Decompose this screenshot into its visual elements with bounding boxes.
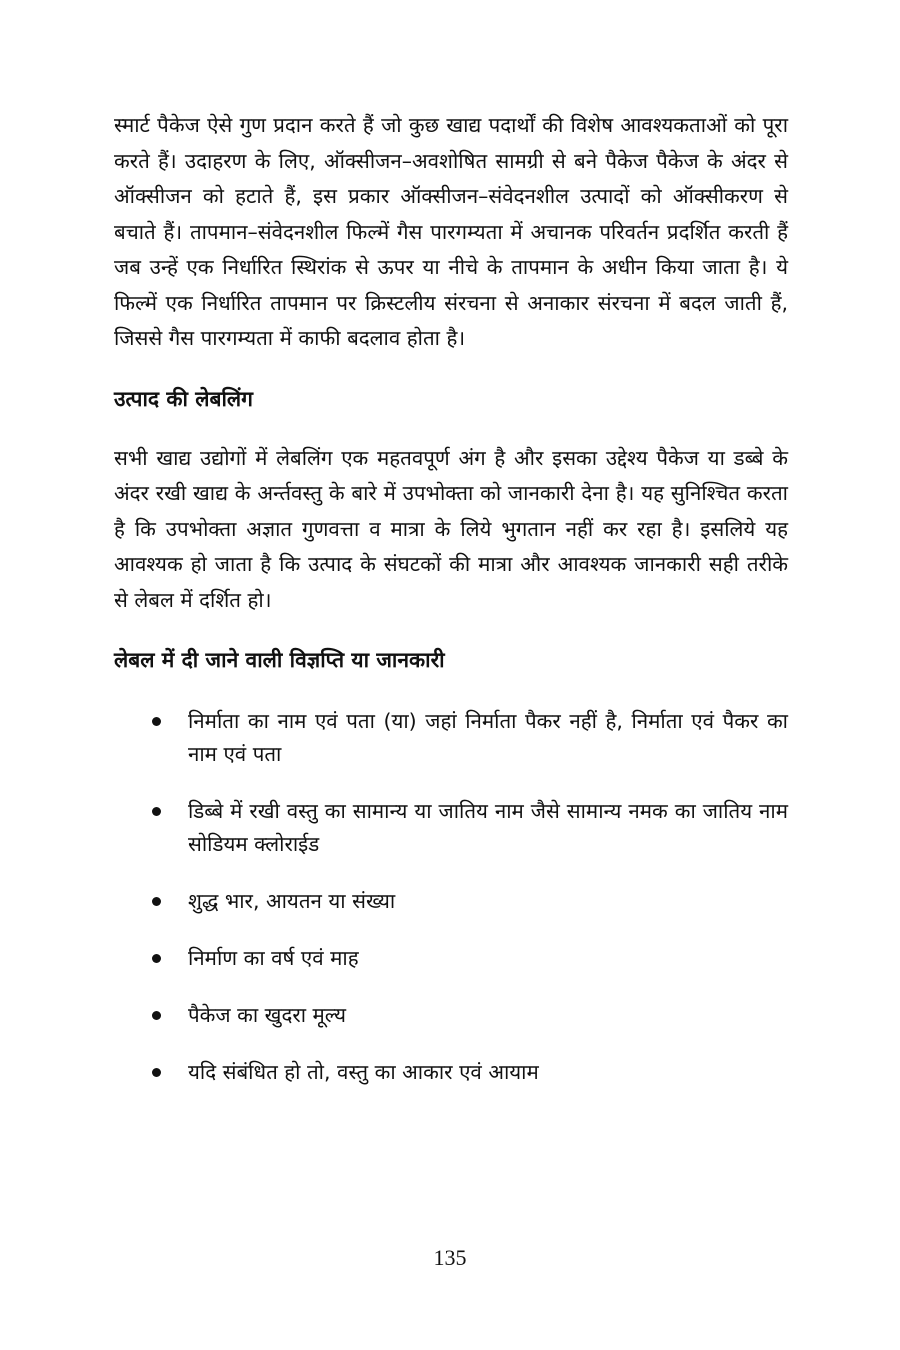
list-item — [114, 1056, 788, 1089]
heading-product-labeling: उत्पाद की लेबलिंग — [114, 386, 253, 411]
bullet-icon — [152, 717, 161, 726]
list-item — [114, 942, 788, 975]
list-item-text: शुद्ध भार, आयतन या संख्या — [188, 889, 396, 913]
list-item-text: डिब्बे में रखी वस्तु का सामान्य या जातिय नाम जैसे सामान्य नमक का जातिय नाम सोडियम क्लोराईड — [188, 799, 788, 856]
list-item — [114, 705, 788, 771]
page-number: 135 — [433, 1245, 467, 1270]
list-item — [114, 885, 788, 918]
heading-label-information: लेबल में दी जाने वाली विज्ञप्ति या जानकारी — [114, 648, 445, 672]
bullet-icon — [152, 1011, 161, 1020]
bullet-icon — [152, 897, 161, 906]
list-item-text: यदि संबंधित हो तो, वस्तु का आकार एवं आयाम — [188, 1060, 539, 1084]
list-item — [114, 795, 788, 861]
label-information-list — [114, 705, 788, 1089]
list-item — [114, 999, 788, 1032]
document-page — [114, 108, 788, 1113]
list-item-text: पैकेज का खुदरा मूल्य — [188, 1003, 347, 1027]
list-item-text: निर्माता का नाम एवं पता (या) जहां निर्माता पैकर नहीं है, निर्माता एवं पैकर का नाम एवं पता — [188, 709, 788, 766]
paragraph-smart-packages: स्मार्ट पैकेज ऐसे गुण प्रदान करते हैं जो कुछ खाद्य पदार्थों की विशेष आवश्यकताओं को पूरा करते हैं। उदाहरण के लिए, ऑक्सीजन–अवशोषित सामग्री से बने पैकेज पैकेज के अंदर से ऑक्सीजन को हटाते हैं, इस प्रकार ऑक्सीजन–संवेदनशील उत्पादों को ऑक्सीकरण से बचाते हैं। तापमान–संवेदनशील फिल्में गैस पारगम्यता में अचानक परिवर्तन प्रदर्शित करती हैं जब उन्हें एक निर्धारित स्थिरांक से ऊपर या नीचे के तापमान के अधीन किया जाता है। ये फिल्में एक निर्धारित तापमान पर क्रिस्टलीय संरचना से अनाकार संरचना में बदल जाती हैं, जिससे गैस पारगम्यता में काफी बदलाव होता है। — [114, 113, 788, 350]
paragraph-labeling: सभी खाद्य उद्योगों में लेबलिंग एक महतवपूर्ण अंग है और इसका उद्देश्य पैकेज या डब्बे के अंदर रखी खाद्य के अर्न्तवस्तु के बारे में उपभोक्ता को जानकारी देना है। यह सुनिश्चित करता है कि उपभोक्ता अज्ञात गुणवत्ता व मात्रा के लिये भुगतान नहीं कर रहा है। इसलिये यह आवश्यक हो जाता है कि उत्पाद के संघटकों की मात्रा और आवश्यक जानकारी सही तरीके से लेबल में दर्शित हो। — [114, 445, 788, 612]
bullet-icon — [152, 954, 161, 963]
bullet-icon — [152, 807, 161, 816]
bullet-icon — [152, 1068, 161, 1077]
list-item-text: निर्माण का वर्ष एवं माह — [188, 946, 359, 970]
